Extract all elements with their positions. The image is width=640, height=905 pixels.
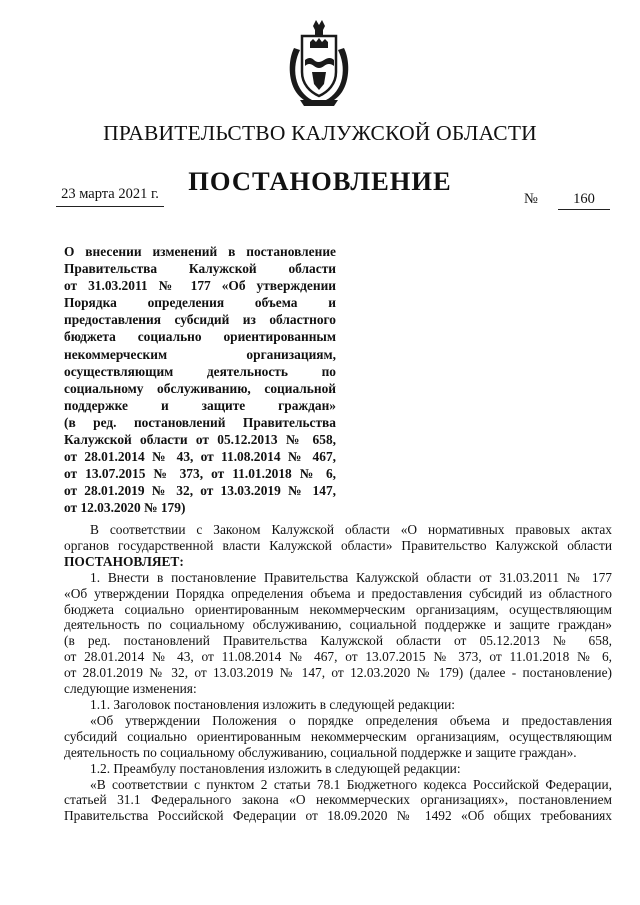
subject-line: от 12.03.2020 № 179) bbox=[64, 500, 186, 516]
body-line: «В соответствии с пунктом 2 статьи 78.1 Бюджетного кодекса Российской Федерации, bbox=[90, 776, 612, 792]
subject-line: Порядка определения объема и bbox=[64, 295, 336, 311]
subject-line: О внесении изменений в постановление bbox=[64, 244, 336, 259]
body-line: «Об утверждении Порядка определения объема и предоставления субсидий из областного bbox=[64, 585, 612, 601]
body-line: органов государственной власти Калужской области» Правительство Калужской области bbox=[64, 537, 612, 553]
body-line: 1. Внести в постановление Правительства Калужской области от 31.03.2011 № 177 bbox=[90, 569, 612, 585]
subject-line: осуществляющим деятельность по bbox=[64, 363, 336, 379]
body-line: «Об утверждении Положения о порядке определения объема и предоставления bbox=[90, 712, 612, 728]
subject-line: Калужской области от 05.12.2013 № 658, bbox=[64, 432, 336, 448]
document-subject bbox=[64, 243, 336, 517]
body-line: 1.2. Преамбулу постановления изложить в следующей редакции: bbox=[90, 760, 461, 776]
body-line: 1.1. Заголовок постановления изложить в следующей редакции: bbox=[90, 696, 455, 712]
subject-line: от 13.07.2015 № 373, от 11.01.2018 № 6, bbox=[64, 466, 336, 482]
subject-line: некоммерческим организациям, bbox=[64, 346, 336, 362]
body-line: от 28.01.2019 № 32, от 13.03.2019 № 147, от 12.03.2020 № 179) (далее - постановление) bbox=[64, 665, 612, 681]
subject-line: социальному обслуживанию, социальной bbox=[64, 380, 336, 396]
body-line: статьей 31.1 Федерального закона «О некоммерческих организациях», постановлением bbox=[64, 792, 612, 808]
document-date: 23 марта 2021 г. bbox=[56, 186, 164, 207]
body-line: следующие изменения: bbox=[64, 681, 197, 697]
coat-of-arms-emblem bbox=[286, 20, 352, 108]
subject-line: (в ред. постановлений Правительства bbox=[64, 414, 336, 430]
body-line: В соответствии с Законом Калужской области «О нормативных правовых актах bbox=[90, 522, 612, 537]
number-sign: № bbox=[524, 191, 538, 207]
subject-line: от 28.01.2014 № 43, от 11.08.2014 № 467, bbox=[64, 449, 336, 465]
document-type-heading: ПОСТАНОВЛЕНИЕ bbox=[188, 166, 452, 196]
government-title: ПРАВИТЕЛЬСТВО КАЛУЖСКОЙ ОБЛАСТИ bbox=[103, 121, 537, 145]
body-line: (в ред. постановлений Правительства Калужской области от 05.12.2013 № 658, bbox=[64, 633, 612, 649]
body-line: Правительства Российской Федерации от 18.09.2020 № 1492 «Об общих требованиях bbox=[64, 808, 612, 824]
body-line: деятельность по социальному обслуживанию, социальной поддержке и защите граждан» bbox=[64, 617, 612, 633]
subject-line: от 31.03.2011 № 177 «Об утверждении bbox=[64, 278, 336, 294]
resolution-keyword: ПОСТАНОВЛЯЕТ: bbox=[64, 553, 184, 569]
subject-line: Правительства Калужской области bbox=[64, 261, 336, 277]
body-line: бюджета социально ориентированным некоммерческим организациям, осуществляющим bbox=[64, 601, 612, 617]
subject-line: от 28.01.2019 № 32, от 13.03.2019 № 147, bbox=[64, 483, 336, 499]
document-number: 160 bbox=[558, 191, 610, 210]
document-number-field bbox=[524, 191, 610, 210]
subject-line: бюджета социально ориентированным bbox=[64, 329, 336, 345]
body-line: от 28.01.2014 № 43, от 11.08.2014 № 467, от 13.07.2015 № 373, от 11.01.2018 № 6, bbox=[64, 649, 612, 665]
body-line: субсидий социально ориентированным некоммерческим организациям, осуществляющим bbox=[64, 728, 612, 744]
subject-line: поддержке и защите граждан» bbox=[64, 397, 336, 413]
subject-line: предоставления субсидий из областного bbox=[64, 312, 336, 328]
document-body bbox=[64, 522, 612, 824]
body-line: деятельность по социальному обслуживанию, социальной поддержке и защите граждан». bbox=[64, 744, 577, 760]
